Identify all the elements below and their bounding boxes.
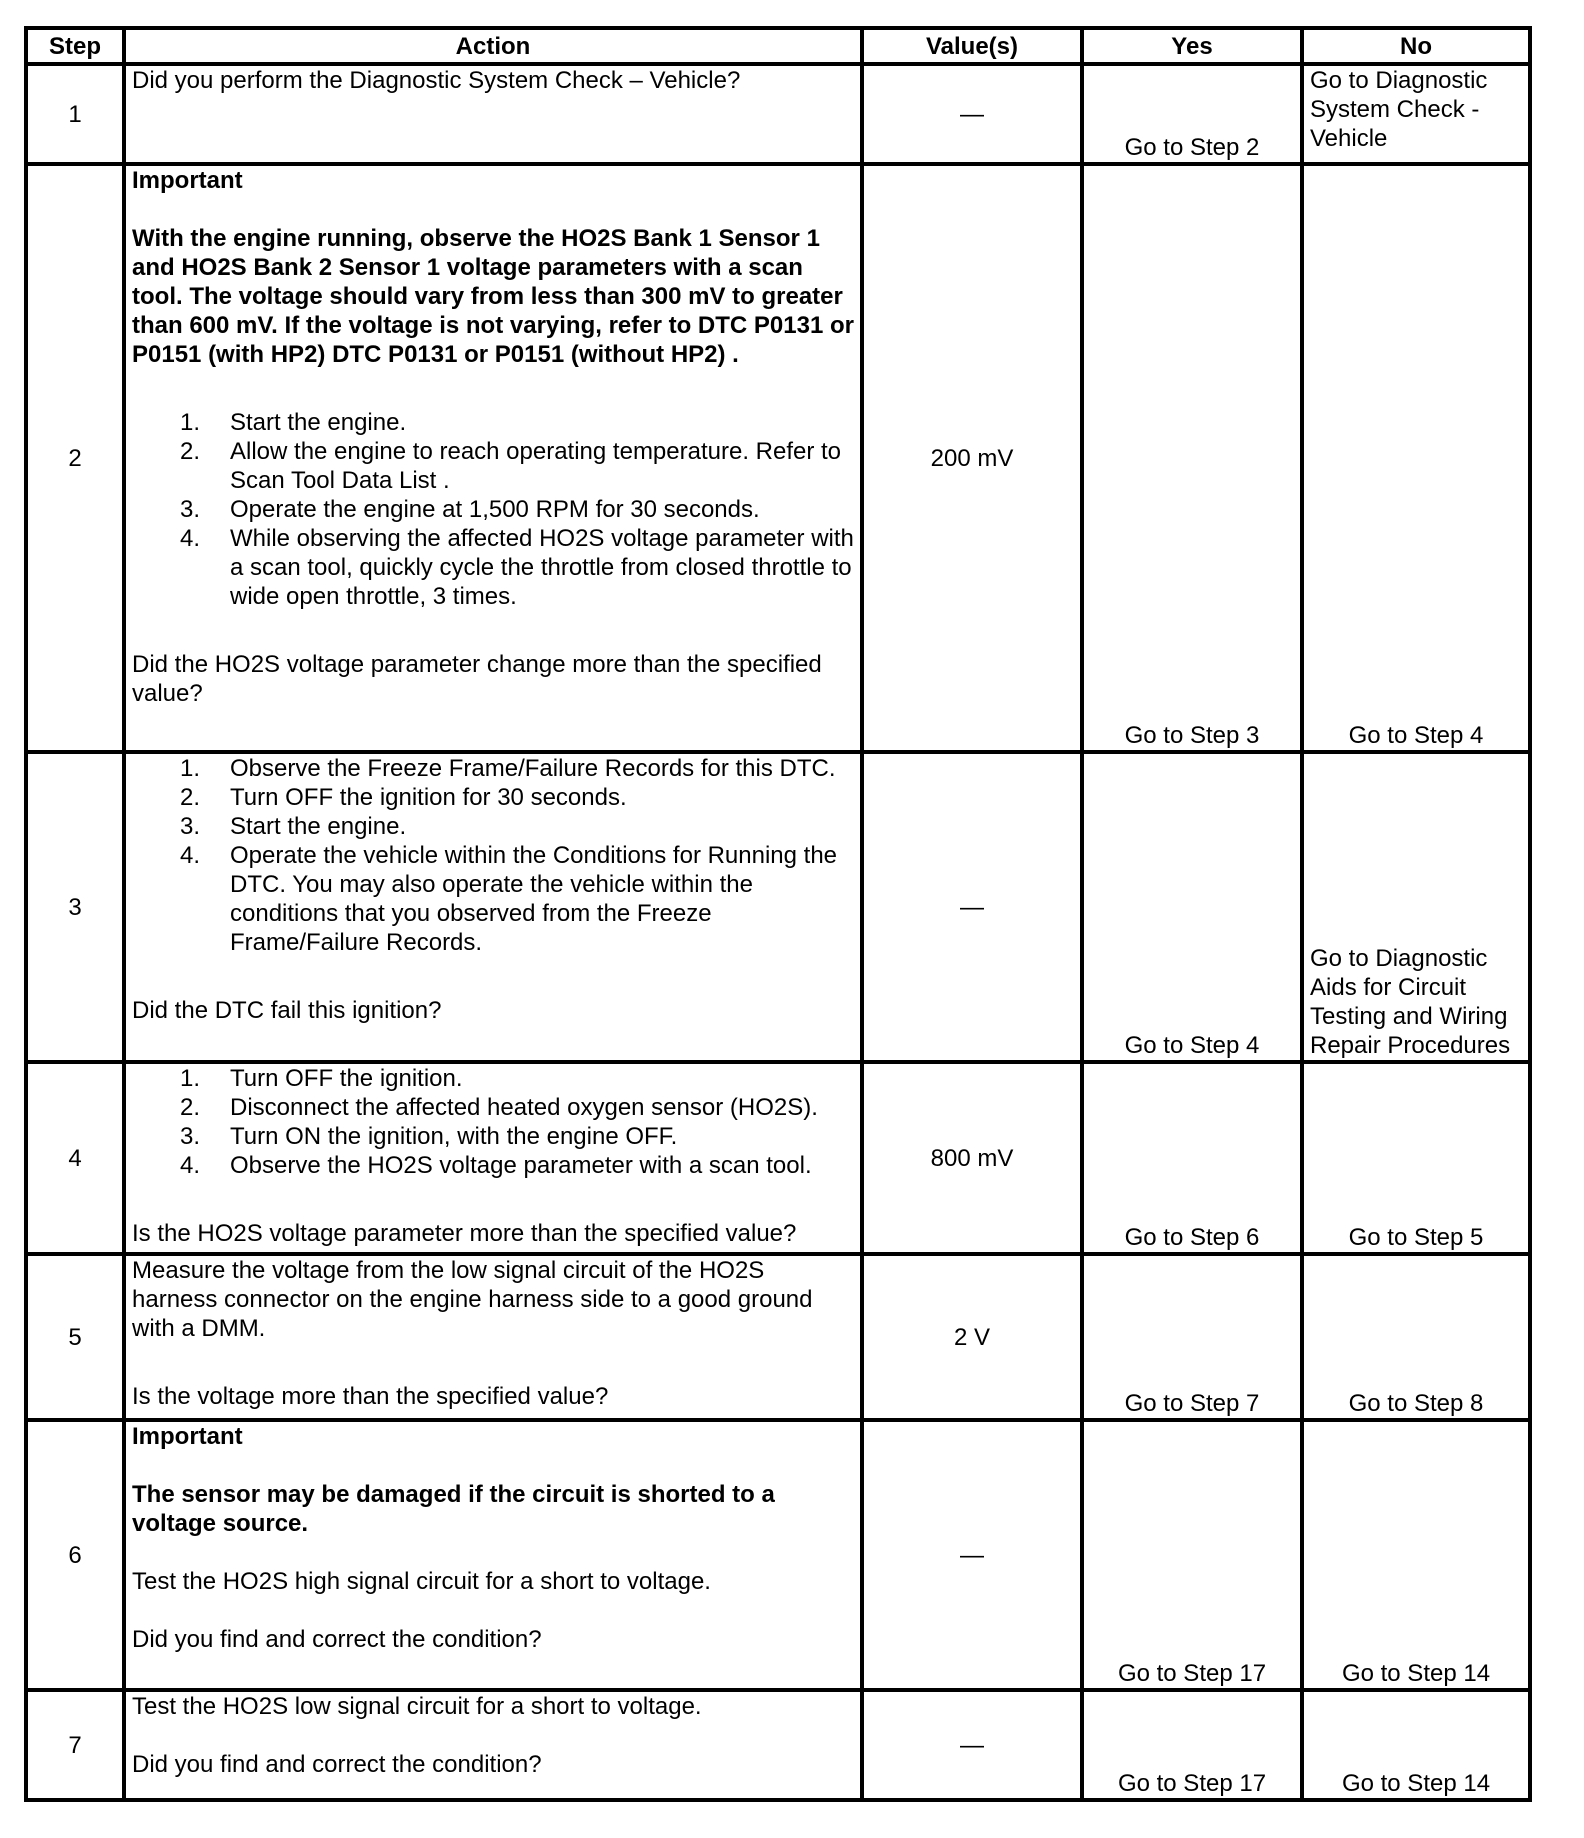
value-cell: 200 mV [862,164,1082,752]
value-cell: — [862,1690,1082,1800]
table-row [26,1254,1530,1420]
no-cell: Go to Step 14 [1302,1420,1530,1690]
table-row [26,1062,1530,1254]
procedure-list [132,408,854,611]
no-cell: Go to Step 5 [1302,1062,1530,1254]
no-cell: Go to Step 8 [1302,1254,1530,1420]
header-no: No [1302,28,1530,64]
action-cell [124,164,862,752]
value-cell: — [862,752,1082,1062]
action-question: Did you find and correct the condition? [132,1751,542,1778]
table-row [26,164,1530,752]
list-item: 3. Operate the engine at 1,500 RPM for 30 seconds. [180,496,760,523]
yes-cell: Go to Step 6 [1082,1062,1302,1254]
action-question: Did you perform the Diagnostic System Check – Vehicle? [132,67,741,94]
action-cell [124,1690,862,1800]
list-item: 4. Observe the HO2S voltage parameter with a scan tool. [180,1152,812,1179]
value-cell: — [862,64,1082,164]
list-item: 3. Turn ON the ignition, with the engine OFF. [180,1123,678,1150]
table-row [26,64,1530,164]
action-question: Did the HO2S voltage parameter change more than the specified value? [132,651,822,707]
value-cell: 800 mV [862,1062,1082,1254]
action-cell [124,64,862,164]
action-cell [124,1420,862,1690]
list-item: 1. Start the engine. [180,409,407,436]
step-number: 6 [26,1420,124,1690]
action-question: Did the DTC fail this ignition? [132,997,442,1024]
action-cell [124,752,862,1062]
diagnostic-table [24,26,1532,1802]
yes-cell: Go to Step 2 [1082,64,1302,164]
list-item: 4. Operate the vehicle within the Conditions for Running the DTC. You may also operate the vehicle within the conditions that you observed from the Freeze Frame/Failure Records. [180,842,838,956]
list-item: 4. While observing the affected HO2S voltage parameter with a scan tool, quickly cycle the throttle from closed throttle to wide open throttle, 3 times. [180,525,854,610]
header-row [26,28,1530,64]
important-label: Important [132,1423,243,1450]
header-yes: Yes [1082,28,1302,64]
yes-cell: Go to Step 17 [1082,1420,1302,1690]
action-question: Did you find and correct the condition? [132,1626,542,1653]
action-cell [124,1062,862,1254]
yes-cell: Go to Step 3 [1082,164,1302,752]
list-item: 1. Observe the Freeze Frame/Failure Records for this DTC. [180,755,836,782]
list-item: 2. Disconnect the affected heated oxygen sensor (HO2S). [180,1094,818,1121]
yes-cell: Go to Step 4 [1082,752,1302,1062]
step-number: 5 [26,1254,124,1420]
table-row [26,1420,1530,1690]
value-cell: — [862,1420,1082,1690]
action-text: Test the HO2S high signal circuit for a short to voltage. [132,1568,711,1595]
yes-cell: Go to Step 17 [1082,1690,1302,1800]
procedure-list [132,754,854,957]
important-text: With the engine running, observe the HO2S Bank 1 Sensor 1 and HO2S Bank 2 Sensor 1 voltage parameters with a scan tool. The voltage should vary from less than 300 mV to greater than 600 mV. If the voltage is not varying, refer to DTC P0131 or P0151 (with HP2) DTC P0131 or P0151 (without HP2) . [132,225,854,368]
procedure-list [132,1064,854,1180]
step-number: 2 [26,164,124,752]
action-cell [124,1254,862,1420]
action-question: Is the voltage more than the specified value? [132,1383,609,1410]
no-cell: Go to Diagnostic Aids for Circuit Testing and Wiring Repair Procedures [1302,752,1530,1062]
step-number: 7 [26,1690,124,1800]
no-cell: Go to Step 4 [1302,164,1530,752]
action-text: Test the HO2S low signal circuit for a short to voltage. [132,1693,702,1720]
no-cell: Go to Diagnostic System Check - Vehicle [1302,64,1530,164]
important-text: The sensor may be damaged if the circuit is shorted to a voltage source. [132,1481,775,1537]
yes-cell: Go to Step 7 [1082,1254,1302,1420]
header-values: Value(s) [862,28,1082,64]
value-cell: 2 V [862,1254,1082,1420]
header-action: Action [124,28,862,64]
table-row [26,752,1530,1062]
no-cell: Go to Step 14 [1302,1690,1530,1800]
list-item: 2. Turn OFF the ignition for 30 seconds. [180,784,627,811]
action-question: Is the HO2S voltage parameter more than the specified value? [132,1220,797,1247]
important-label: Important [132,167,243,194]
table-row [26,1690,1530,1800]
header-step: Step [26,28,124,64]
step-number: 1 [26,64,124,164]
step-number: 3 [26,752,124,1062]
list-item: 2. Allow the engine to reach operating temperature. Refer to Scan Tool Data List . [180,438,842,494]
action-text: Measure the voltage from the low signal circuit of the HO2S harness connector on the engine harness side to a good ground with a DMM. [132,1257,813,1342]
list-item: 1. Turn OFF the ignition. [180,1065,463,1092]
list-item: 3. Start the engine. [180,813,407,840]
step-number: 4 [26,1062,124,1254]
